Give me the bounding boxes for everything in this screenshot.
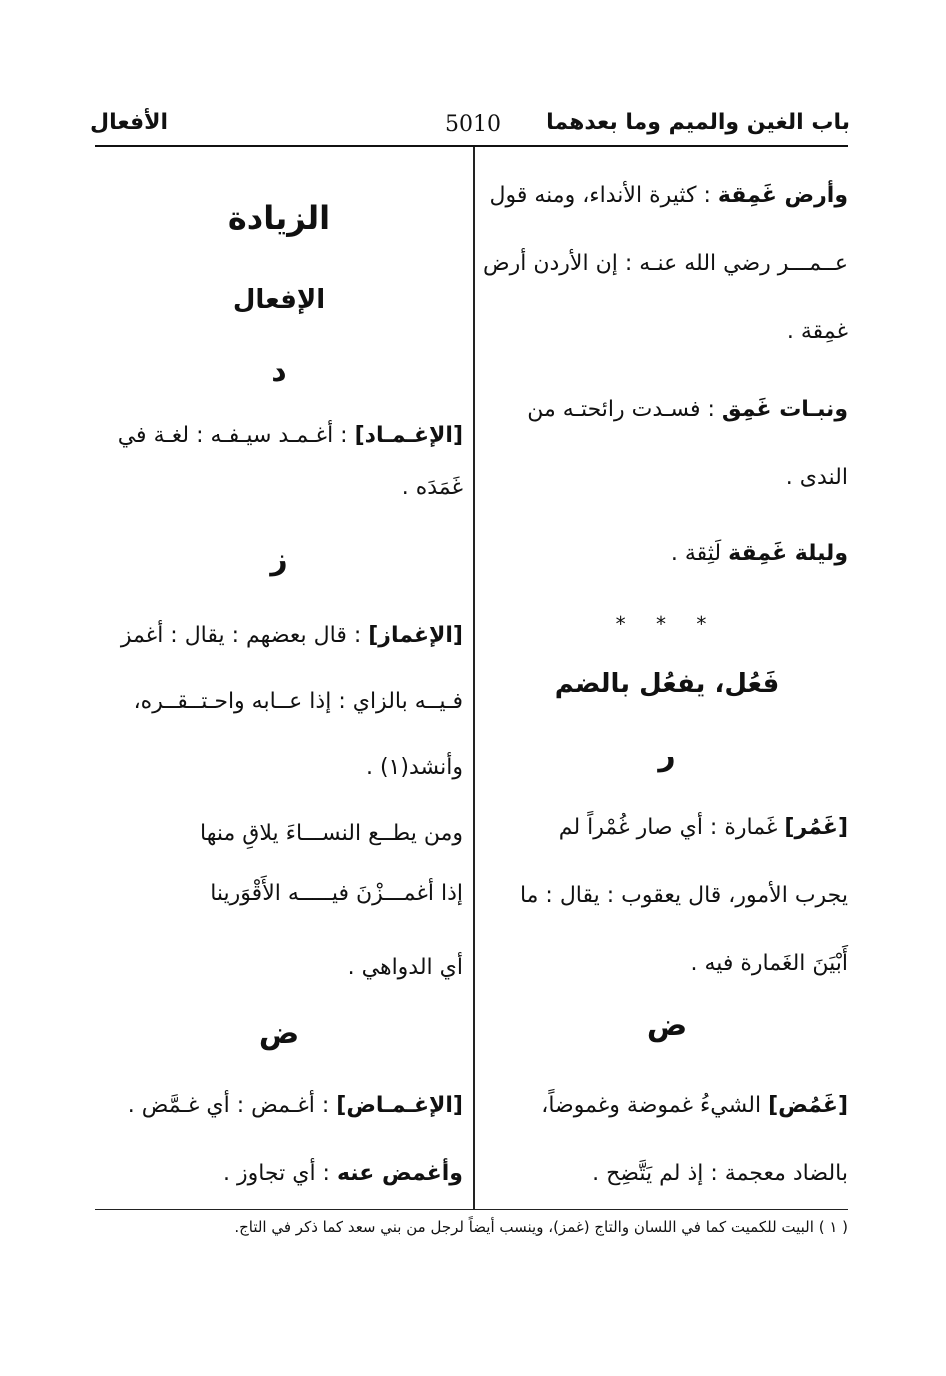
letter-heading: ز [270, 542, 288, 577]
page-number: 5010 [445, 112, 501, 137]
entry-line: الندى . [785, 465, 848, 490]
verse-line: ومن يطــع النســـاءَ يلاقِ منها [200, 821, 463, 846]
entry-line: [غَمُر] غَمارة : أي صار غُمْراً لم [558, 815, 848, 840]
footnote: ( ١ ) البيت للكميت كما في اللسان والتاج (غمز)، وينسب أيضاً لرجل من بني سعد كما ذكر في التاج. [234, 1218, 848, 1236]
entry-line: يجرب الأمور، قال يعقوب : يقال : ما [519, 883, 848, 908]
entry-line: وأرض غَمِقة : كثيرة الأنداء، ومنه قول [489, 183, 848, 208]
subheading: الإفعال [232, 285, 326, 315]
entry-line: وأغمض عنه : أي تجاوز . [222, 1161, 463, 1186]
entry-line: عــمـــر رضي الله عنـه : إن الأردن أرض [483, 251, 848, 276]
entry-line: ونبـات غَمِق : فسـدت رائحتـه من [527, 397, 848, 422]
entry-line: أي الدواهي . [347, 955, 463, 980]
letter-heading: ض [258, 1016, 300, 1051]
section-heading: فَعُل، يفعُل بالضم [554, 669, 780, 699]
entry-line: [الإغـمـاض] : أغـمض : أي غـمَّض . [127, 1093, 463, 1118]
chapter-title: باب الغين والميم وما بعدهما [546, 110, 850, 135]
entry-line: أَبْيَنَ الغَمارة فيه . [690, 951, 848, 976]
entry-line: غمِقة . [786, 319, 848, 344]
section-title: الأفعال [90, 110, 169, 135]
letter-heading: د [271, 354, 287, 389]
main-heading: الزيادة [227, 199, 331, 237]
running-header [90, 110, 850, 146]
entry-line: [الإغـمـاد] : أغـمـد سيـفـه : لغـة في [117, 423, 463, 448]
entry-line: وليلة غَمِقة لَثِقة . [670, 541, 848, 566]
entry-line: وأنشد(١) . [365, 755, 463, 780]
footnote-rule [95, 1209, 848, 1210]
verse-line: إذا أغمـــزْنَ فيـــــه الأَقْوَرينا [210, 881, 463, 906]
section-separator: * * * [615, 612, 719, 636]
header-rule [95, 145, 848, 147]
entry-line: [غَمُض] الشيءُ غموضة وغموضاً، [541, 1093, 848, 1118]
entry-line: بالضاد معجمة : إذ لم يَتَّضِح . [592, 1161, 848, 1186]
entry-line: [الإغماز] : قال بعضهم : يقال : أغمز [120, 623, 463, 648]
entry-line: فـيــه بالزاي : إذا عــابه واحـتــقــره، [133, 689, 463, 714]
letter-heading: ض [646, 1008, 688, 1043]
letter-heading: ر [658, 738, 676, 773]
column-divider [473, 147, 475, 1210]
entry-line: غَمَدَه . [401, 475, 463, 500]
